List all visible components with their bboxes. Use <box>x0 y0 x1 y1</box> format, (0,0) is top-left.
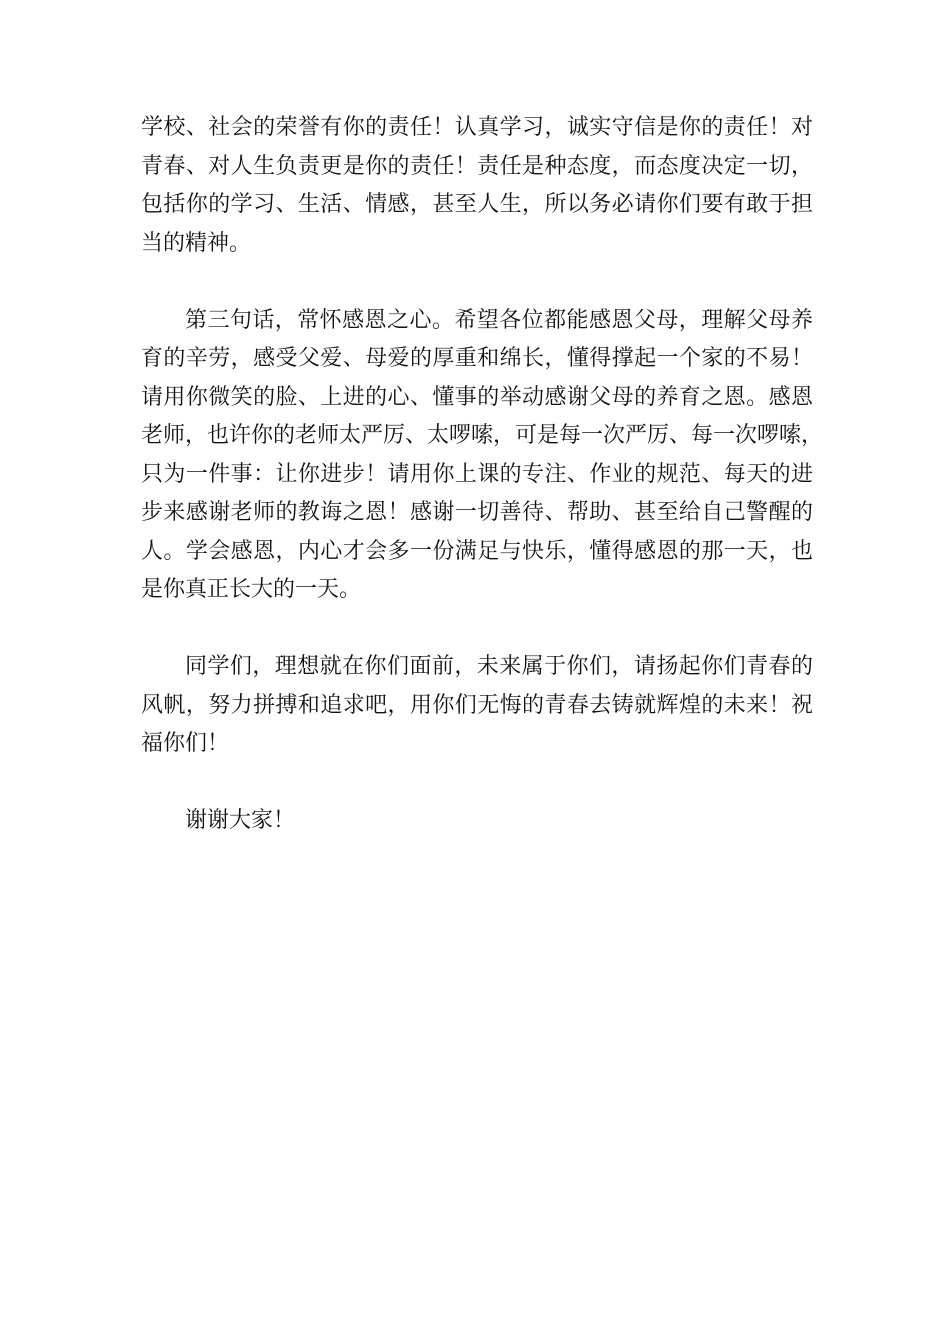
paragraph-responsibility <box>141 109 813 263</box>
text-line: 青春、对人生负责更是你的责任！责任是种态度，而态度决定一切， <box>141 153 813 179</box>
text-line: 包括你的学习、生活、情感，甚至人生，所以务必请你们要有敢于担 <box>141 192 813 217</box>
text-line: 步来感谢老师的教诲之恩！感谢一切善待、帮助、甚至给自己警醒的 <box>141 500 813 525</box>
document-body <box>141 109 824 841</box>
paragraph-spacer <box>141 610 813 649</box>
text-line: 第三句话，常怀感恩之心。希望各位都能感恩父母，理解父母养 <box>185 307 813 333</box>
paragraph-closing-wish <box>141 648 813 764</box>
paragraph-thanks <box>141 802 813 841</box>
paragraph-spacer <box>141 764 813 803</box>
text-line: 同学们，理想就在你们面前，未来属于你们，请扬起你们青春的 <box>185 654 813 679</box>
paragraph-gratitude <box>141 302 824 610</box>
text-line: 福你们！ <box>141 731 230 756</box>
text-line: 谢谢大家！ <box>185 808 296 833</box>
text-line: 只为一件事：让你进步！请用你上课的专注、作业的规范、每天的进 <box>141 461 813 487</box>
text-line: 风帆，努力拼搏和追求吧，用你们无悔的青春去铸就辉煌的未来！祝 <box>141 692 813 718</box>
text-line: 请用你微笑的脸、上进的心、懂事的举动感谢父母的养育之恩。感恩 <box>141 384 813 410</box>
paragraph-spacer <box>141 263 813 302</box>
text-line: 学校、社会的荣誉有你的责任！认真学习，诚实守信是你的责任！对 <box>141 115 813 140</box>
text-line: 育的辛劳，感受父爱、母爱的厚重和绵长，懂得撑起一个家的不易！ <box>141 346 813 371</box>
text-line: 当的精神。 <box>141 230 252 256</box>
text-line: 老师，也许你的老师太严厉、太啰嗦，可是每一次严厉、每一次啰嗦， <box>141 423 824 448</box>
text-line: 人。学会感恩，内心才会多一份满足与快乐，懂得感恩的那一天，也 <box>141 538 813 564</box>
text-line: 是你真正长大的一天。 <box>141 577 362 602</box>
